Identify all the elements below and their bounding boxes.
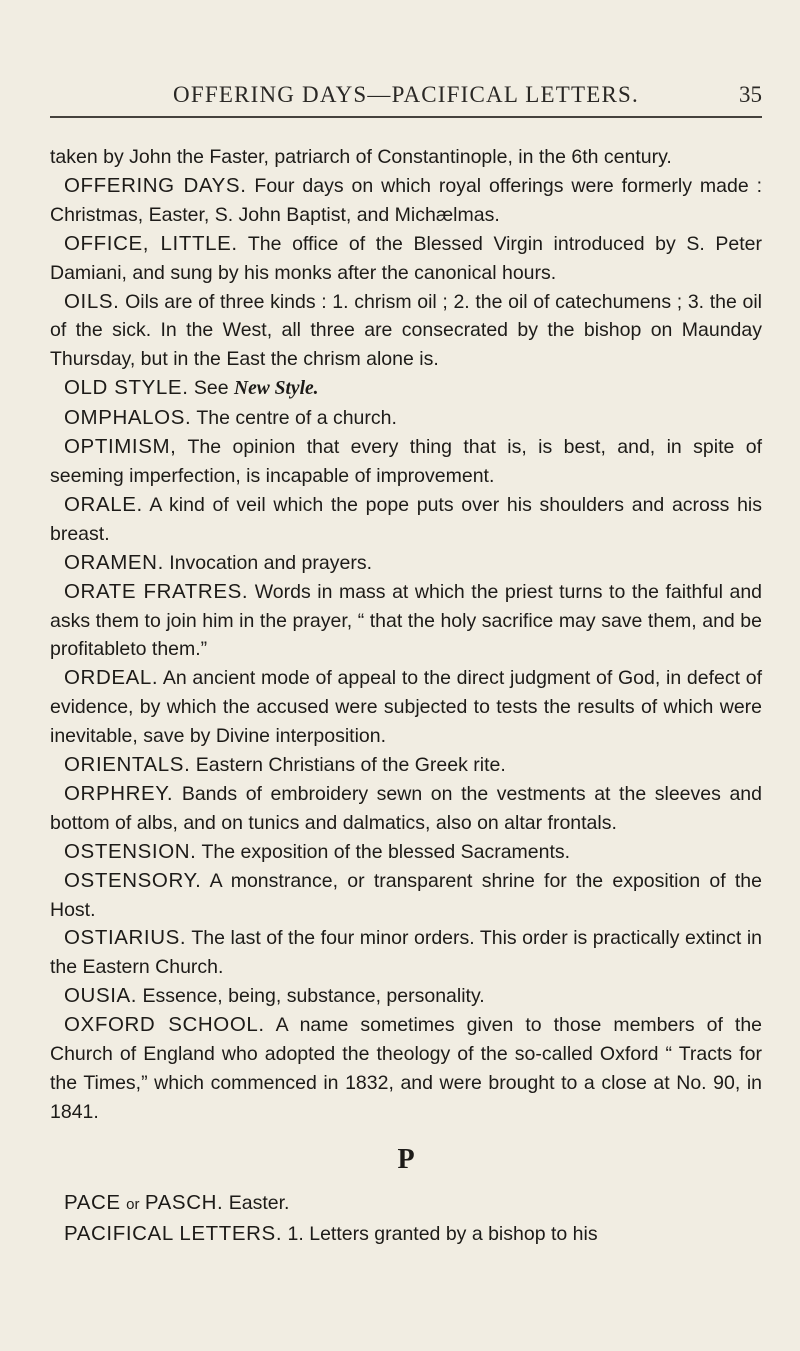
entry-definition: The opinion that every thing that is, is best, and, in spite of seeming imperfection, is incapable of improvement.	[50, 436, 762, 487]
entry-offering-days	[50, 172, 762, 230]
entry-term: ORIENTALS.	[64, 753, 191, 777]
entry-definition: An ancient mode of appeal to the direct judgment of God, in defect of evidence, by which the accused were subjected to tests the results of which were inevitable, save by Divine interposition.	[50, 667, 762, 748]
entry-definition: Words in mass at which the priest turns to the faithful and asks them to join him in the prayer, “ that the holy sacrifice may save them, and be profitableto them.”	[50, 580, 763, 661]
entry-optimism	[50, 433, 762, 491]
entry-oramen	[50, 549, 762, 578]
entry-term: OLD STYLE.	[64, 376, 189, 400]
entry-definition: A monstrance, or transparent shrine for the exposition of the Host.	[50, 869, 762, 921]
entry-term: OSTIARIUS.	[64, 926, 187, 950]
entry-pace	[50, 1189, 762, 1220]
entry-definition: Oils are of three kinds : 1. chrism oil ; 2. the oil of catechumens ; 3. the oil of the sick. In the West, all three are consecrated by the bishop on Maunday Thursday, but in the East the chrism alone is.	[50, 290, 762, 371]
entry-oxford-school	[50, 1011, 762, 1127]
header-rule	[50, 116, 762, 118]
running-head	[50, 82, 762, 122]
entry-term: ORDEAL.	[64, 666, 159, 690]
entry-definition: Essence, being, substance, personality.	[142, 985, 485, 1008]
entry-oils	[50, 288, 762, 375]
entry-orale	[50, 491, 762, 549]
continued-text: taken by John the Faster, patriarch of Constantinople, in the 6th century.	[50, 146, 672, 168]
entry-ostiarius	[50, 924, 762, 982]
entry-omphalos	[50, 404, 762, 433]
entry-term: ORPHREY.	[64, 781, 174, 805]
entry-definition: Invocation and prayers.	[169, 551, 372, 574]
entry-definition: The exposition of the blessed Sacraments.	[201, 840, 571, 863]
entry-term: OFFERING DAYS.	[64, 173, 247, 197]
entry-term: OPTIMISM,	[64, 435, 177, 459]
entry-connector: or	[126, 1195, 140, 1213]
entry-definition: Easter.	[228, 1191, 290, 1214]
entry-orientals	[50, 751, 762, 780]
entry-term: OMPHALOS.	[64, 406, 192, 430]
entry-definition: See	[193, 377, 229, 400]
entry-ousia	[50, 982, 762, 1011]
running-title: OFFERING DAYS—PACIFICAL LETTERS.	[173, 82, 639, 107]
entry-ordeal	[50, 664, 762, 751]
entry-orphrey	[50, 780, 762, 838]
entry-office-little	[50, 230, 762, 288]
dictionary-body	[50, 143, 762, 1249]
section-letter: P	[397, 1143, 415, 1175]
entry-term: OFFICE, LITTLE.	[64, 231, 238, 255]
entry-ostension	[50, 838, 762, 867]
entry-definition: A kind of veil which the pope puts over his shoulders and across his breast.	[50, 493, 762, 545]
entry-term: PACIFICAL LETTERS.	[64, 1221, 283, 1245]
entry-term: OXFORD SCHOOL.	[64, 1013, 265, 1037]
entry-old-style	[50, 374, 762, 404]
page-number: 35	[739, 82, 762, 107]
entry-definition: A name sometimes given to those members of the Church of England who adopted the theology of the so-called Oxford “ Tracts for the Times,” which commenced in 1832, and were brought to a close at No. 90, in 1841.	[50, 1014, 763, 1123]
entry-definition: Eastern Christians of the Greek rite.	[195, 754, 506, 777]
continued-entry	[50, 143, 762, 172]
entry-term: ORAMEN.	[64, 550, 164, 574]
entry-term: OUSIA.	[64, 984, 138, 1008]
entry-definition: Four days on which royal offerings were formerly made : Christmas, Easter, S. John Baptist, and Michælmas.	[50, 174, 762, 226]
entry-term: PASCH.	[144, 1190, 224, 1214]
entry-term: OSTENSION.	[64, 839, 197, 863]
entry-definition: The office of the Blessed Virgin introduced by S. Peter Damiani, and sung by his monks after the canonical hours.	[50, 232, 762, 284]
cross-reference: New Style.	[234, 378, 319, 400]
entry-ostensory	[50, 867, 762, 925]
entry-term: PACE	[64, 1190, 121, 1214]
entry-definition: 1. Letters granted by a bishop to his	[287, 1222, 598, 1245]
entry-pacifical-letters	[50, 1220, 762, 1249]
entry-term: ORATE FRATRES.	[64, 579, 249, 603]
entry-definition: The last of the four minor orders. This order is practically extinct in the Eastern Church.	[50, 927, 762, 979]
entry-definition: Bands of embroidery sewn on the vestments at the sleeves and bottom of albs, and on tunics and dalmatics, also on altar frontals.	[50, 782, 762, 834]
entry-term: OILS.	[64, 289, 120, 313]
entry-definition: The centre of a church.	[196, 407, 397, 430]
entry-term: ORALE.	[64, 492, 143, 516]
entry-term: OSTENSORY.	[64, 868, 202, 892]
entry-orate-fratres	[50, 578, 762, 665]
